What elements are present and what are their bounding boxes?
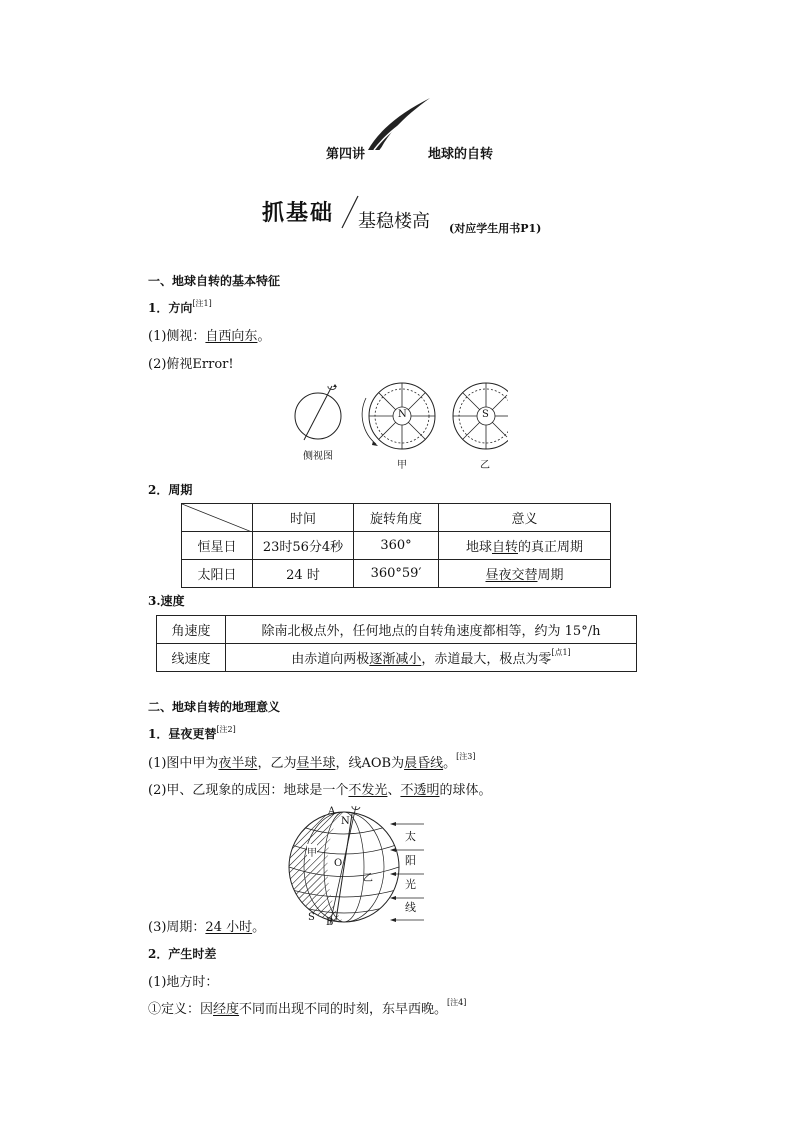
definition-line <box>148 998 466 1017</box>
sunlight-label-2: 阳 <box>405 854 416 867</box>
sunlight-label-4: 线 <box>405 901 416 914</box>
globe-label-s: S <box>308 912 315 923</box>
day-night-label-text: 1．昼夜更替 <box>148 727 217 741</box>
speed-row-name: 线速度 <box>157 644 226 672</box>
banner-slash <box>340 194 360 230</box>
globe-label-yi: 乙 <box>363 873 373 884</box>
meaning-underlined: 昼夜交替 <box>485 568 538 583</box>
period-row-angle: 360°59′ <box>354 560 439 588</box>
day-night-line3 <box>148 916 265 935</box>
note-4: [注4] <box>447 998 467 1007</box>
night-hemisphere: 夜半球 <box>218 756 258 771</box>
text: 、 <box>387 783 401 798</box>
period-row-time: 24 时 <box>253 560 354 588</box>
terminator-line: 晨昏线 <box>404 756 444 771</box>
figure-caption-jia: 甲 <box>397 460 407 471</box>
period-table <box>181 503 611 588</box>
banner-main: 抓基础 <box>262 201 335 226</box>
no-light: 不发光 <box>348 783 388 798</box>
text: (2)甲、乙现象的成因：地球是一个 <box>148 783 349 798</box>
text: 。 <box>443 756 457 771</box>
text: 的球体。 <box>439 783 492 798</box>
meaning-text: 的真正周期 <box>518 540 584 555</box>
banner-sub: 基稳楼高 <box>358 211 430 232</box>
text: (1)图中甲为 <box>148 756 219 771</box>
speed-label: 3.速度 <box>148 594 185 608</box>
south-pole-view <box>453 383 508 449</box>
meaning-text: 地球 <box>465 540 492 555</box>
meaning-text: 周期 <box>537 568 564 583</box>
day-night-line2 <box>148 779 491 798</box>
period-row-time: 23时56分4秒 <box>253 532 354 560</box>
day-night-label <box>148 725 236 742</box>
globe-label-n: N <box>341 816 350 827</box>
note-3: [注3] <box>456 752 476 761</box>
speed-desc-text: ，赤道最大，极点为零 <box>421 652 552 667</box>
direction-note: [注1] <box>192 299 212 308</box>
text: 。 <box>252 920 266 935</box>
period-header-angle: 旋转角度 <box>354 504 439 532</box>
globe-label-jia: 甲 <box>307 844 317 859</box>
local-time-line: (1)地方时： <box>148 975 219 990</box>
period-24h: 24 小时 <box>205 920 253 935</box>
globe-label-o: O <box>334 858 343 869</box>
meaning-underlined: 自转 <box>491 540 518 555</box>
lecture-title: 地球的自转 <box>428 147 494 162</box>
globe-label-a: A <box>328 806 336 817</box>
text: ①定义：因 <box>148 1002 214 1017</box>
day-hemisphere: 昼半球 <box>296 756 336 771</box>
period-row-meaning <box>439 560 611 588</box>
side-view-globe <box>295 384 341 440</box>
period-header-meaning: 意义 <box>439 504 611 532</box>
section2-heading: 二、地球自转的地理意义 <box>148 700 281 714</box>
pole-label-n: N <box>398 409 407 420</box>
period-label: 2．周期 <box>148 483 193 497</box>
lecture-number: 第四讲 <box>326 147 366 162</box>
side-view-prefix: (1)侧视： <box>148 329 206 344</box>
speed-desc-text: 由赤道向两极 <box>291 652 370 667</box>
period-corner-cell <box>182 504 253 532</box>
direction-label <box>148 299 212 316</box>
side-view-end: 。 <box>257 329 271 344</box>
time-diff-label: 2．产生时差 <box>148 947 217 961</box>
text: 不同而出现不同的时刻，东早西晚。 <box>239 1002 448 1017</box>
speed-desc-underlined: 逐渐减小 <box>369 652 422 667</box>
banner-note: (对应学生用书P1) <box>449 222 542 235</box>
period-row-name: 恒星日 <box>182 532 253 560</box>
speed-row-desc: 除南北极点外，任何地点的自转角速度都相等，约为 15°/h <box>226 616 637 644</box>
sunlight-label-3: 光 <box>405 878 416 891</box>
sunlight-label-1: 太 <box>405 830 416 843</box>
speed-table <box>156 615 637 672</box>
day-night-note: [注2] <box>216 725 236 734</box>
side-view-line <box>148 325 270 344</box>
figure-caption-yi: 乙 <box>480 460 490 471</box>
top-view-line: (2)俯视Error! <box>148 357 234 372</box>
speed-row-desc <box>226 644 637 672</box>
text: (3)周期： <box>148 920 206 935</box>
speed-note: [点1] <box>551 648 571 657</box>
period-row-angle: 360° <box>354 532 439 560</box>
direction-label-text: 1．方向 <box>148 301 193 315</box>
longitude: 经度 <box>213 1002 240 1017</box>
period-header-time: 时间 <box>253 504 354 532</box>
header-swoosh-logo <box>364 96 434 154</box>
globe-label-b: B <box>326 917 334 928</box>
pole-label-s: S <box>482 409 489 420</box>
section1-heading: 一、地球自转的基本特征 <box>148 274 281 288</box>
text: ，线AOB为 <box>335 756 405 771</box>
day-night-line1 <box>148 752 475 771</box>
period-row-name: 太阳日 <box>182 560 253 588</box>
side-view-caption: 侧视图 <box>303 451 333 462</box>
opaque: 不透明 <box>400 783 440 798</box>
speed-row-name: 角速度 <box>157 616 226 644</box>
side-view-value: 自西向东 <box>205 329 258 344</box>
period-row-meaning <box>439 532 611 560</box>
text: ，乙为 <box>257 756 297 771</box>
